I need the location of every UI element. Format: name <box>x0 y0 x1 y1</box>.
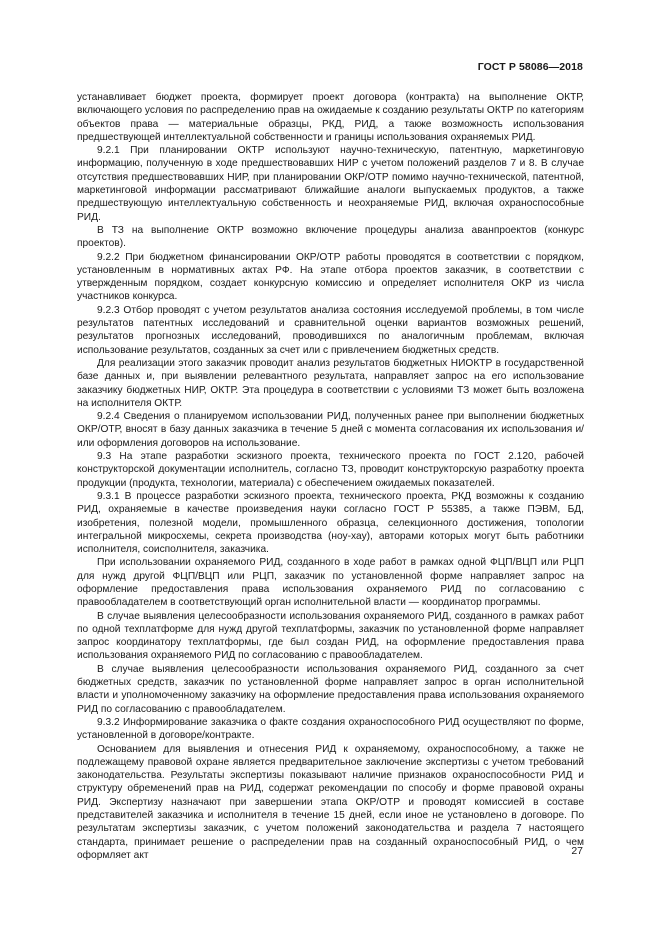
paragraph: 9.3 На этапе разработки эскизного проекта, технического проекта по ГОСТ 2.120, рабочей конструкторской документации исполнитель, согласно ТЗ, проводит конструкторскую разработку проекта продукции (продукта, технологии, материала) с обеспечением ожидаемых показателей. <box>77 451 584 489</box>
document-body <box>77 91 584 862</box>
paragraph: В ТЗ на выполнение ОКТР возможно включение процедуры анализа аванпроектов (конкурс проектов). <box>77 224 584 250</box>
paragraph: В случае выявления целесообразности использования охраняемого РИД, созданного за счет бюджетных средств, заказчик по установленной форме направляет запрос в орган исполнительной власти и уполномоченному заказчику на оформление предоставления права использования охраняемого РИД по согласованию с правообладателем. <box>77 663 584 715</box>
paragraph: устанавливает бюджет проекта, формирует проект договора (контракта) на выполнение ОКТР, включающего условия по распределению прав на ожидаемые к созданию результаты ОКТР по категориям объектов права — материальные образцы, РКД, РИД, а также возможность использования предшествующей интеллектуальной собственности и границы использования охраняемых РИД. <box>77 92 585 143</box>
page-number: 27 <box>571 845 583 857</box>
paragraph: В случае выявления целесообразности использования охраняемого РИД, созданного в рамках работ по одной техплатформе для нужд другой техплатформы, заказчик по установленной форме направляет запрос координатору техплатформы, где был создан РИД, на оформление предоставления права использования охраняемого РИД по согласованию с правообладателем. <box>77 610 584 662</box>
paragraph: 9.2.2 При бюджетном финансировании ОКР/ОТР работы проводятся в соответствии с порядком, установленным в нормативных актах РФ. На этапе отбора проектов заказчик, в соответствии с утвержденным порядком, создает конкурсную комиссию и определяет исполнителя ОКР из числа участников конкурса. <box>77 251 584 303</box>
paragraph: При использовании охраняемого РИД, созданного в ходе работ в рамках одной ФЦП/ВЦП или РЦП для нужд другой ФЦП/ВЦП или РЦП, заказчик по установленной форме направляет запрос на оформление предоставления права использования охраняемого РИД по согласованию с правообладателем в соответствующий орган исполнительной власти — координатор программы. <box>77 557 584 609</box>
paragraph: 9.3.2 Информирование заказчика о факте создания охраноспособного РИД осуществляют по форме, установленной в договоре/контракте. <box>77 716 584 742</box>
paragraph: Для реализации этого заказчик проводит анализ результатов бюджетных НИОКТР в государственной базе данных и, при выявлении релевантного результата, направляет запрос на его использование заказчику бюджетных НИР, ОКТР. Эта процедура в соответствии с условиями ТЗ может быть возложена на исполнителя ОКТР. <box>77 357 584 409</box>
paragraph: 9.2.3 Отбор проводят с учетом результатов анализа состояния исследуемой проблемы, в том числе результатов патентных исследований и сравнительной оценки вариантов возможных решений, результатов прогнозных исследований, проводившихся по аналогичным проблемам, включая использование результатов, созданных за счет или с привлечением бюджетных средств. <box>77 304 584 356</box>
paragraph: Основанием для выявления и отнесения РИД к охраняемому, охраноспособному, а также не подлежащему правовой охране является предварительное заключение экспертизы с учетом требований законодательства. Результаты экспертизы показывают наличие признаков охраноспособности РИД и структуру обременений прав на РИД, содержат рекомендации по способу и форме правовой охраны РИД. Экспертизу назначают при завершении этапа ОКР/ОТР и проводят комиссией в составе представителей заказчика и исполнителя в течение 15 дней, если иное не установлено в договоре. По результатам экспертизы заказчик, с учетом положений законодательства и раздела 7 настоящего стандарта, принимает решение о распределении прав на созданный охраноспособный РИД, о чем оформляет акт <box>77 743 584 861</box>
paragraph: 9.2.4 Сведения о планируемом использовании РИД, полученных ранее при выполнении бюджетных ОКР/ОТР, вносят в базу данных заказчика в течение 5 дней с момента согласования их использования и/или оформления договоров на использование. <box>77 411 584 449</box>
paragraph: 9.2.1 При планировании ОКТР используют научно-техническую, патентную, маркетинговую информацию, полученную в ходе предшествовавших НИР с учетом положений разделов 7 и 8. В случае отсутствия предшествовавших НИР, при планировании ОКР/ОТР помимо научно-технической, патентной, маркетинговой информации рассматривают ближайшие аналоги выпускаемых продуктов, а также предшествующую интеллектуальную собственность и неохраняемые РИД, включая охраноспособные РИД. <box>77 145 584 223</box>
document-header: ГОСТ Р 58086—2018 <box>477 61 583 73</box>
paragraph: 9.3.1 В процессе разработки эскизного проекта, технического проекта, РКД возможны к созданию РИД, охраняемые в качестве произведения науки согласно ГОСТ Р 55385, а также ПЭВМ, БД, изобретения, полезной модели, промышленного образца, селекционного достижения, топологии интегральной микросхемы, секрета производства (ноу-хау), авторами которых могут быть работники исполнителя, соисполнителя, заказчика. <box>77 490 584 556</box>
